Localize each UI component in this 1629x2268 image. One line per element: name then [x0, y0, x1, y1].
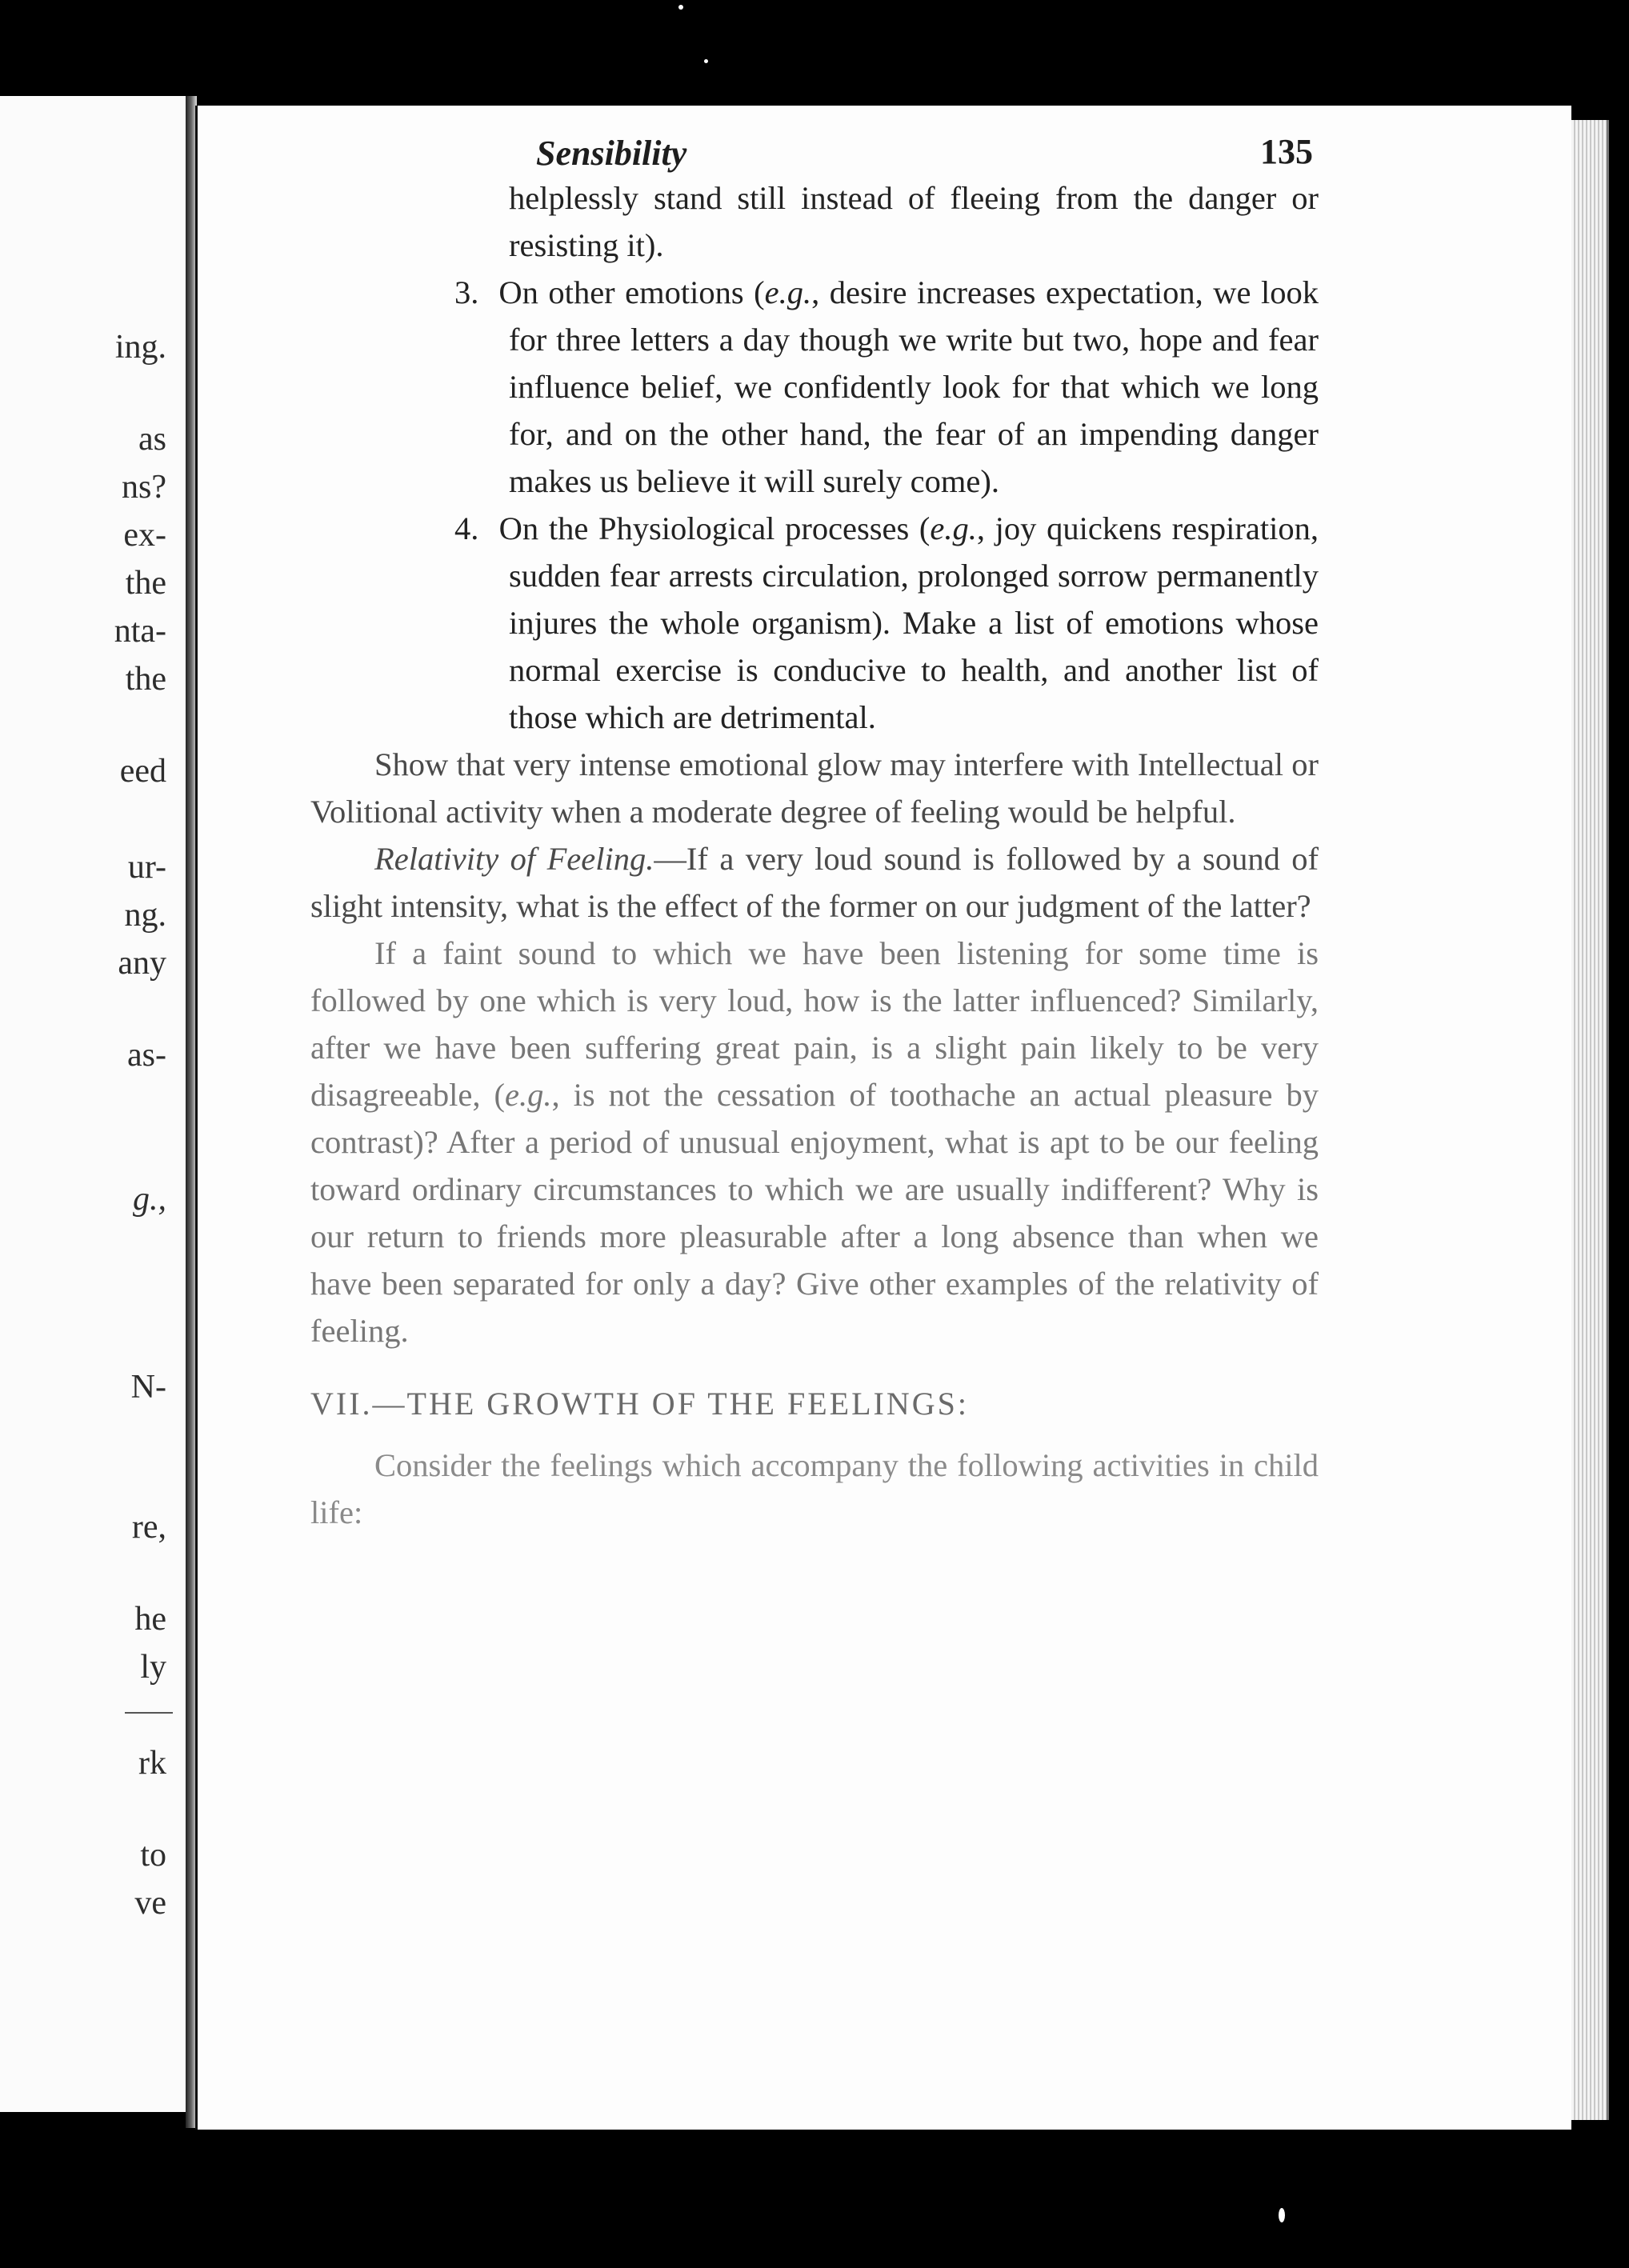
paragraph-relativity — [310, 835, 1319, 930]
left-fragment: N- — [130, 1369, 166, 1406]
running-head: Sensibility — [536, 134, 687, 173]
left-fragment: eed — [119, 753, 166, 790]
left-fragment: as — [138, 421, 166, 458]
paragraph-glow: Show that very intense emotional glow may interfere with Intellectual or Volitional activity when a moderate degree of feeling would be helpful. — [310, 746, 1319, 830]
relativity-heading: Relativity of Feeling. — [374, 841, 654, 877]
left-fragment: g., — [133, 1181, 166, 1218]
list-item-3 — [310, 269, 1319, 505]
dust-speck — [704, 59, 708, 63]
left-fragment: ns? — [122, 469, 166, 506]
left-fragment: ve — [134, 1885, 166, 1922]
left-fragment: nta- — [114, 613, 166, 650]
page-body — [310, 174, 1319, 1536]
left-fragment: as- — [127, 1037, 166, 1074]
left-fragment: ng. — [124, 897, 166, 934]
left-fragment: the — [125, 565, 166, 602]
item-number: 4. — [454, 510, 479, 546]
item-number: 3. — [454, 274, 479, 310]
left-fragment: ly — [140, 1649, 166, 1686]
left-fragment: to — [140, 1837, 166, 1874]
page-number: 135 — [1260, 132, 1313, 171]
item-text: , joy quickens respiration, sudden fear arrests circulation, prolonged sorrow permanently injures the whole organism). Make a list of emotions whose normal exercise is conducive to health, and another list of those which are detrimental. — [509, 510, 1319, 735]
item-text: On the Physiological processes ( — [498, 510, 931, 546]
list-item-4 — [310, 505, 1319, 741]
left-fragment: re, — [131, 1509, 166, 1546]
left-fragment: rk — [138, 1745, 166, 1782]
section-heading: VII.—THE GROWTH OF THE FEELINGS: — [310, 1386, 969, 1422]
eg-abbrev: e.g. — [505, 1077, 552, 1113]
eg-abbrev: e.g. — [930, 510, 977, 546]
paragraph-text: If a faint sound to which we have been listening for some time is followed by one which is very loud, how is the latter influenced? Similarly, after we have been suffering great pain, is a slight pain likely to be very disagreeable, ( — [310, 935, 1319, 1113]
left-fragment: he — [134, 1601, 166, 1638]
dust-speck — [678, 5, 683, 10]
left-fragment: ex- — [123, 517, 166, 554]
left-fragment: ing. — [114, 329, 166, 366]
item-text: , desire increases expectation, we look for three letters a day though we write but two, hope and fear influence belief, we confidently look for that which we long for, and on the other hand, the fear of an impending danger makes us believe it will surely come). — [509, 274, 1319, 499]
eg-abbrev: e.g. — [764, 274, 812, 310]
dust-speck — [1279, 2208, 1285, 2222]
relativity-text: —If a very loud sound is followed by a sound of slight intensity, what is the effect of the former on our judgment of the latter? — [310, 841, 1319, 924]
left-fragment: the — [125, 661, 166, 698]
page-edges — [1571, 120, 1609, 2120]
paragraph-faint-sound — [310, 930, 1319, 1354]
paragraph-text: , is not the cessation of toothache an actual pleasure by contrast)? After a period of unusual enjoyment, what is apt to be our feeling toward ordinary circumstances to which we are usually indifferent? Why is our return to friends more pleasurable after a long absence than when we have been separated for only a day? Give other examples of the relativity of feeling. — [310, 1077, 1319, 1349]
item-text: On other emotions ( — [498, 274, 765, 310]
left-fragment: any — [118, 945, 166, 982]
left-rule — [125, 1712, 173, 1714]
item-2-continuation: helplessly stand still instead of fleeing from the danger or resisting it). — [509, 180, 1319, 263]
left-fragment: ur- — [127, 849, 166, 886]
left-page — [0, 96, 195, 2112]
paragraph-consider: Consider the feelings which accompany the following activities in child life: — [310, 1447, 1319, 1530]
